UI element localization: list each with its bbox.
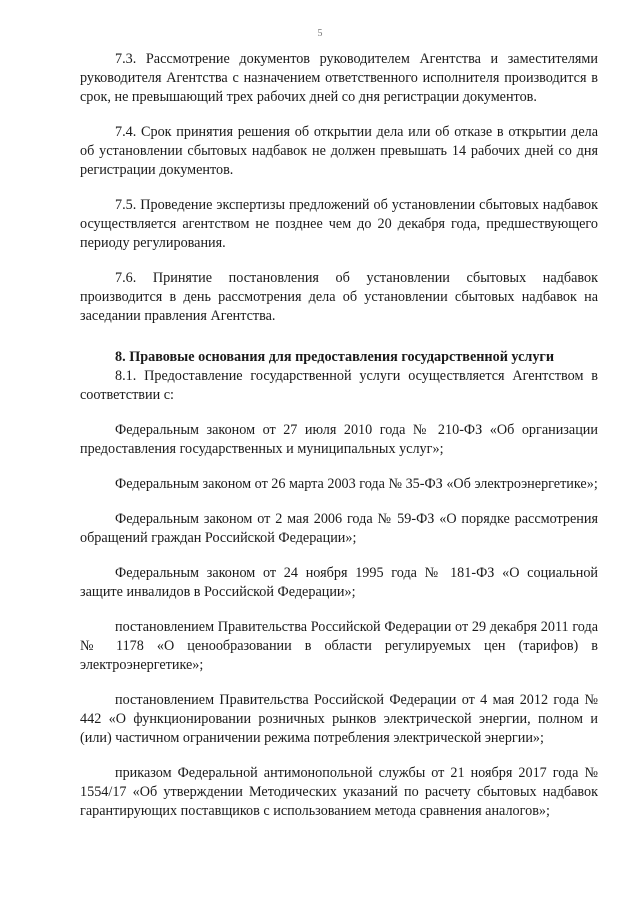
paragraph-8-1: 8.1. Предоставление государственной услуги осуществляется Агентством в соответствии с:	[80, 368, 598, 403]
paragraph-7-5: 7.5. Проведение экспертизы предложений об установлении сбытовых надбавок осуществляется агентством не позднее чем до 20 декабря года, предшествующего периоду регулирования.	[80, 197, 598, 251]
paragraph-7-6: 7.6. Принятие постановления об установлении сбытовых надбавок производится в день рассмотрения дела об установлении сбытовых надбавок на заседании правления Агентства.	[80, 270, 598, 324]
legal-basis-item: Федеральным законом от 2 мая 2006 года № 59-ФЗ «О порядке рассмотрения обращений граждан Российской Федерации»;	[80, 511, 598, 546]
legal-basis-item: приказом Федеральной антимонопольной службы от 21 ноября 2017 года № 1554/17 «Об утверждении Методических указаний по расчету сбытовых надбавок гарантирующих поставщиков с использованием метода сравнения аналогов»;	[80, 765, 598, 819]
section-8-title: 8. Правовые основания для предоставления государственной услуги	[115, 349, 555, 365]
paragraph-7-3: 7.3. Рассмотрение документов руководителем Агентства и заместителями руководителя Агентства с назначением ответственного исполнителя производится в срок, не превышающий трех рабочих дней со дня регистрации документов.	[80, 51, 598, 105]
legal-basis-item: постановлением Правительства Российской Федерации от 4 мая 2012 года № 442 «О функционировании розничных рынков электрической энергии, полном и (или) частичном ограничении режима потребления электрической энергии»;	[80, 692, 598, 746]
legal-basis-item: Федеральным законом от 27 июля 2010 года № 210-ФЗ «Об организации предоставления государственных и муниципальных услуг»;	[80, 422, 598, 457]
paragraph-7-4: 7.4. Срок принятия решения об открытии дела или об отказе в открытии дела об установлении сбытовых надбавок не должен превышать 14 рабочих дней со дня регистрации документов.	[80, 124, 598, 178]
legal-basis-item: Федеральным законом от 26 марта 2003 года № 35-ФЗ «Об электроэнергетике»;	[115, 476, 598, 492]
legal-basis-item: Федеральным законом от 24 ноября 1995 года № 181-ФЗ «О социальной защите инвалидов в Российской Федерации»;	[80, 565, 598, 600]
page-number: 5	[317, 28, 323, 39]
document-body	[80, 50, 598, 821]
legal-basis-item: постановлением Правительства Российской Федерации от 29 декабря 2011 года № 1178 «О ценообразовании в области регулируемых цен (тарифов) в электроэнергетике»;	[80, 619, 598, 673]
